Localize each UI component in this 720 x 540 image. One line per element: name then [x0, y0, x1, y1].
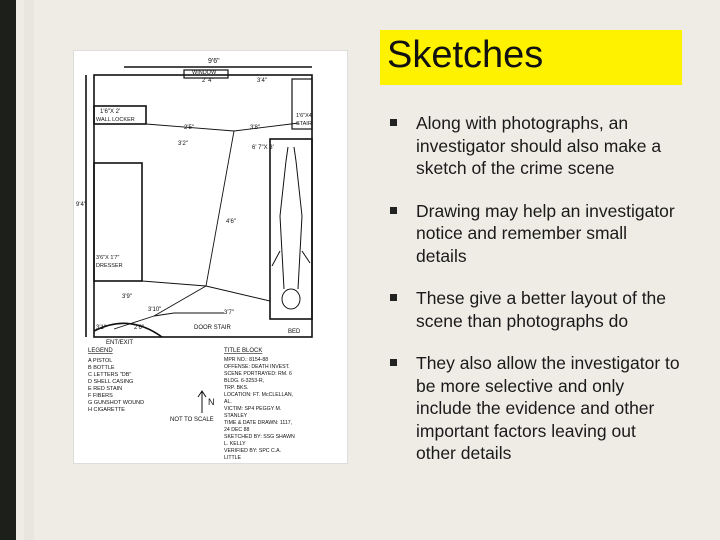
legend-item: D SHELL CASING	[88, 379, 134, 385]
bullet-list	[390, 112, 680, 485]
sketch-drawing	[74, 51, 348, 464]
legend-list	[88, 358, 144, 413]
bullet-text: These give a better layout of the scene than photographs do	[416, 288, 667, 331]
legend-item: A PISTOL	[88, 358, 113, 364]
title-block-line: BLDG. 6-3253-R,	[224, 378, 265, 384]
dim-exit-label: ENT/EXIT	[106, 340, 134, 346]
dim-left-height: 9'4"	[76, 202, 86, 208]
title-block-line: LITTLE	[224, 455, 242, 461]
title-block-line: OFFENSE: DEATH INVEST.	[224, 364, 290, 370]
bullet-text: Drawing may help an investigator notice and remember small details	[416, 200, 675, 266]
slide-title: Sketches	[387, 34, 544, 76]
dim-door-label: DOOR STAIR	[194, 325, 231, 331]
measure-line	[154, 286, 206, 316]
bullet-text: They also allow the investigator to be more selective and only include the evidence and other important factors leaving out other details	[416, 353, 680, 463]
measure-line	[206, 286, 270, 301]
north-arrow-icon	[198, 391, 206, 413]
title-block-line: SCENE PORTRAYED: RM. 6	[224, 371, 292, 377]
dim-m10: 3'1"	[96, 325, 106, 331]
dim-m4: 3'8"	[250, 125, 260, 131]
bullet-item	[390, 200, 680, 268]
dim-window: WINDOW	[192, 70, 217, 76]
dim-stair: STAIR	[296, 121, 312, 127]
legend-title: LEGEND	[88, 348, 113, 354]
crime-scene-sketch	[73, 50, 348, 464]
dim-bed-size: 6' 7"X 3'	[252, 145, 274, 151]
measure-line	[142, 281, 206, 286]
dim-m6: 3'9"	[122, 294, 132, 300]
body-outline	[272, 147, 310, 309]
title-block-list	[224, 357, 295, 461]
title-banner	[380, 30, 682, 85]
left-accent-bar	[0, 0, 16, 540]
legend-item: H CIGARETTE	[88, 407, 125, 413]
title-block-line: VICTIM: SP4 PEGGY M.	[224, 406, 282, 412]
square-bullet-icon	[390, 207, 397, 214]
dim-bed-label: BED	[288, 329, 301, 335]
bullet-text: Along with photographs, an investigator should also make a sketch of the crime scene	[416, 113, 662, 178]
title-block-line: TIME & DATE DRAWN: 1117,	[224, 420, 293, 426]
square-bullet-icon	[390, 119, 397, 126]
title-block-title: TITLE BLOCK	[224, 348, 263, 354]
title-block-line: LOCATION: FT. McCLELLAN,	[224, 392, 294, 398]
title-block-line: SKETCHED BY: SSG SHAWN	[224, 434, 295, 440]
bullet-item	[390, 112, 680, 180]
dim-locker-size: 1'6"X 2'	[100, 109, 121, 115]
measure-line	[234, 123, 299, 131]
title-block-line: VERIFIED BY: SPC C.A.	[224, 448, 282, 454]
dim-m1: 3'4"	[257, 78, 267, 84]
dim-m2: 2'5"	[184, 125, 194, 131]
square-bullet-icon	[390, 294, 397, 301]
legend-item: F FIBERS	[88, 393, 113, 399]
bullet-item	[390, 352, 680, 465]
title-block-line: AL.	[224, 399, 232, 405]
not-to-scale-label: NOT TO SCALE	[170, 417, 214, 423]
dim-m8: 3'7"	[224, 310, 234, 316]
title-block-line: STANLEY	[224, 413, 248, 419]
square-bullet-icon	[390, 359, 397, 366]
legend-item: C LETTERS "DB"	[88, 372, 132, 378]
left-accent-stripe	[24, 0, 34, 540]
dim-dresser-size: 3'6"X 1'7"	[96, 255, 120, 261]
dim-m5: 4'6"	[226, 219, 236, 225]
dim-window-width: 2' 4"	[202, 78, 214, 84]
legend-item: E RED STAIN	[88, 386, 123, 392]
north-label: N	[208, 397, 215, 407]
legend-item: B BOTTLE	[88, 365, 115, 371]
title-block-line: 24 DEC 88	[224, 427, 250, 433]
dim-m3: 3'2"	[178, 141, 188, 147]
dim-stair-size: 1'6"X4'	[296, 113, 313, 119]
bed	[270, 139, 312, 319]
title-block-line: L. KELLY	[224, 441, 246, 447]
dim-locker-label: WALL LOCKER	[96, 117, 135, 123]
title-block-line: TRP. BKS.	[224, 385, 249, 391]
title-block-line: MPR NO.: 8154-88	[224, 357, 269, 363]
measure-line	[206, 131, 234, 286]
dim-top-width: 9'6"	[208, 58, 220, 65]
dim-dresser-label: DRESSER	[96, 263, 123, 269]
legend-item: G GUNSHOT WOUND	[88, 400, 145, 406]
dim-m9: 2'6"	[134, 325, 144, 331]
bullet-item	[390, 287, 680, 332]
dim-m7: 3'10"	[148, 307, 162, 313]
